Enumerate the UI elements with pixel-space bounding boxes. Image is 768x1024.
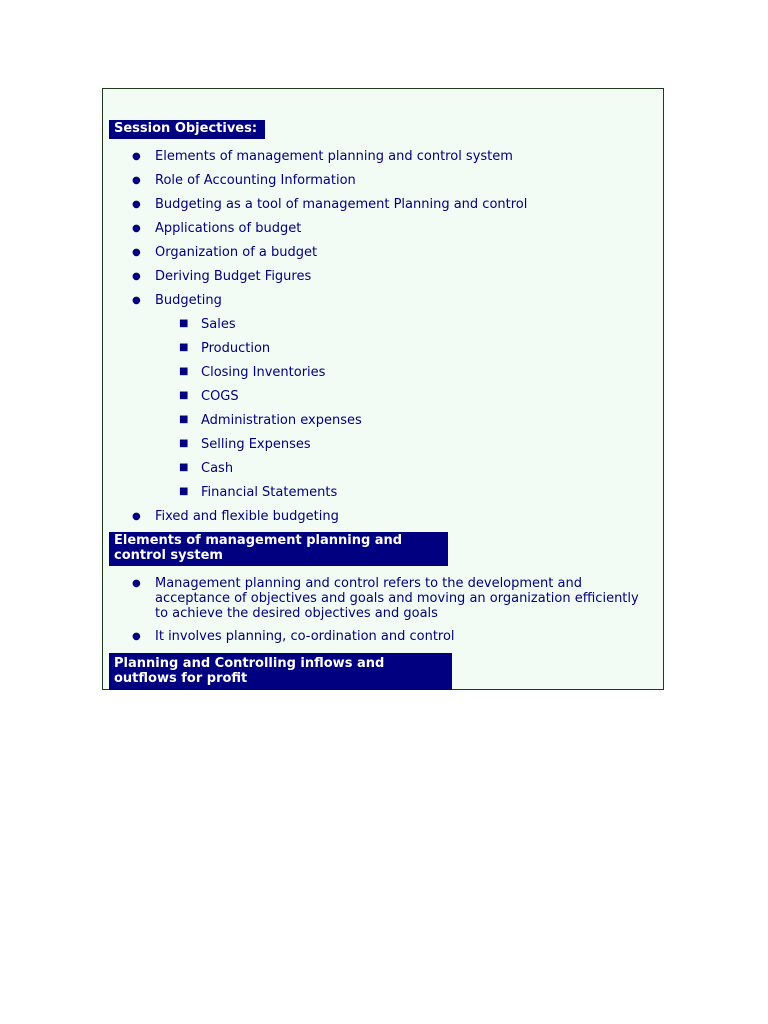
sub-list-item: ■ Closing Inventories [179,365,326,380]
bullet-icon: ● [132,631,141,642]
list-item: ● Elements of management planning and control system [132,149,513,164]
square-bullet-icon: ■ [179,366,189,377]
square-bullet-icon: ■ [179,342,189,353]
session-objectives-list [103,149,663,533]
sub-list-item: ■ Financial Statements [179,485,338,500]
session-objectives-heading: Session Objectives: [109,120,265,139]
list-item: ● Deriving Budget Figures [132,269,312,284]
elements-list [103,576,663,653]
bullet-icon: ● [132,511,141,522]
sub-list-item: ■ COGS [179,389,239,404]
square-bullet-icon: ■ [179,486,189,497]
list-item: ● Budgeting as a tool of management Planning and control [132,197,528,212]
sub-list-item: ■ Cash [179,461,234,476]
list-item: ● It involves planning, co-ordination and control [132,629,455,644]
square-bullet-icon: ■ [179,414,189,425]
list-item: ● Management planning and control refers to the development and acceptance of objectives and goals and moving an organization efficiently to achieve the desired objectives and goals [132,576,639,621]
list-item: ● Budgeting [132,293,222,308]
elements-section-heading: Elements of management planning and control system [109,532,448,566]
square-bullet-icon: ■ [179,462,189,473]
sub-list-item: ■ Production [179,341,271,356]
bullet-icon: ● [132,295,141,306]
list-item: ● Organization of a budget [132,245,318,260]
sub-list-item: ■ Administration expenses [179,413,362,428]
bullet-icon: ● [132,175,141,186]
list-item: ● Role of Accounting Information [132,173,356,188]
bullet-icon: ● [132,271,141,282]
bullet-icon: ● [132,151,141,162]
bullet-icon: ● [132,247,141,258]
bullet-icon: ● [132,199,141,210]
square-bullet-icon: ■ [179,318,189,329]
bullet-icon: ● [132,578,141,589]
list-item: ● Fixed and flexible budgeting [132,509,339,524]
sub-list-item: ■ Selling Expenses [179,437,311,452]
sub-list-item: ■ Sales [179,317,236,332]
document-page [102,88,664,690]
list-item: ● Applications of budget [132,221,302,236]
planning-section-heading: Planning and Controlling inflows and outflows for profit [109,653,452,690]
bullet-icon: ● [132,223,141,234]
square-bullet-icon: ■ [179,438,189,449]
square-bullet-icon: ■ [179,390,189,401]
